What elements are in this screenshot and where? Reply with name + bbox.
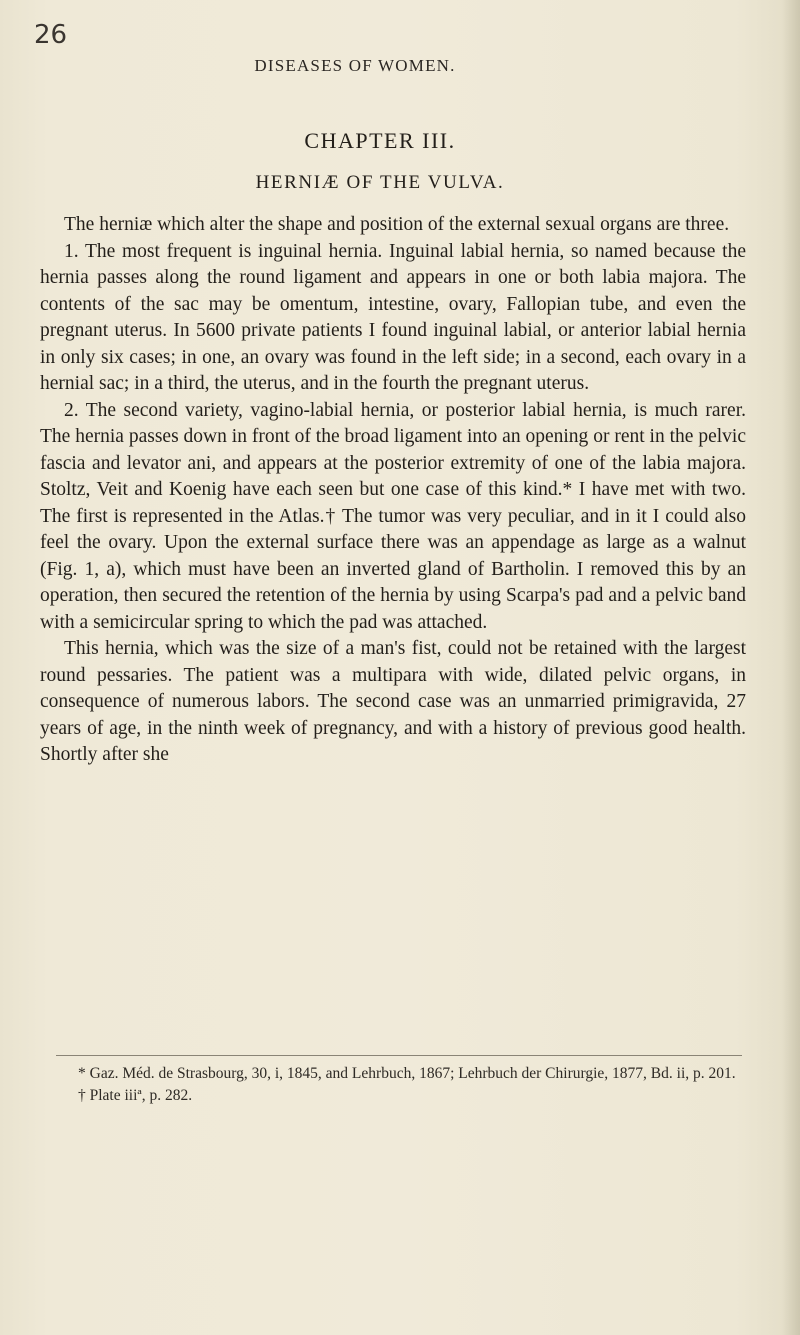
chapter-title: CHAPTER III. (304, 128, 456, 153)
footnote: * Gaz. Méd. de Strasbourg, 30, i, 1845, and Lehrbuch, 1867; Lehrbuch der Chirurgie, 1877, Bd. ii, p. 201. (78, 1065, 736, 1082)
section-title: HERNIÆ OF THE VULVA. (255, 172, 505, 193)
running-head: DISEASES OF WOMEN. (254, 56, 456, 75)
paragraph: This hernia, which was the size of a man's fist, could not be retained with the largest round pessaries. The patient was a multipara with wide, dilated pelvic organs, in consequence of numerous labors. The second case was an unmarried primigravida, 27 years of age, in the ninth week of pregnancy, and with a history of previous good health. Shortly after she (40, 638, 746, 765)
page-number: 26 (34, 20, 68, 50)
footnote-divider (56, 1055, 742, 1056)
footnote: † Plate iiiª, p. 282. (78, 1087, 193, 1104)
page-edge-shadow (782, 0, 800, 1335)
body-text (40, 212, 746, 769)
paragraph: 1. The most frequent is inguinal hernia. Inguinal labial hernia, so named because the hernia passes along the round ligament and appears in one or both labia majora. The contents of the sac may be omentum, intestine, ovary, Fallopian tube, and even the pregnant uterus. In 5600 private patients I found inguinal labial, or anterior labial hernia in only six cases; in one, an ovary was found in the left side; in a second, each ovary in a hernial sac; in a third, the uterus, and in the fourth the pregnant uterus. (40, 240, 746, 394)
paragraph: The herniæ which alter the shape and position of the external sexual organs are three. (64, 214, 730, 235)
footnotes (56, 1063, 756, 1107)
paragraph: 2. The second variety, vagino-labial hernia, or posterior labial hernia, is much rarer. The hernia passes down in front of the broad ligament into an opening or rent in the pelvic fascia and levator ani, and appears at the posterior extremity of one of the labia majora. Stoltz, Veit and Koenig have each seen but one case of this kind.* I have met with two. The first is represented in the Atlas.† The tumor was very peculiar, and in it I could also feel the ovary. Upon the external surface there was an appendage as large as a walnut (Fig. 1, a), which must have been an inverted gland of Bartholin. I removed this by an operation, then secured the retention of the hernia by using Scarpa's pad and a pelvic band with a semicircular spring to which the pad was attached. (40, 399, 746, 633)
